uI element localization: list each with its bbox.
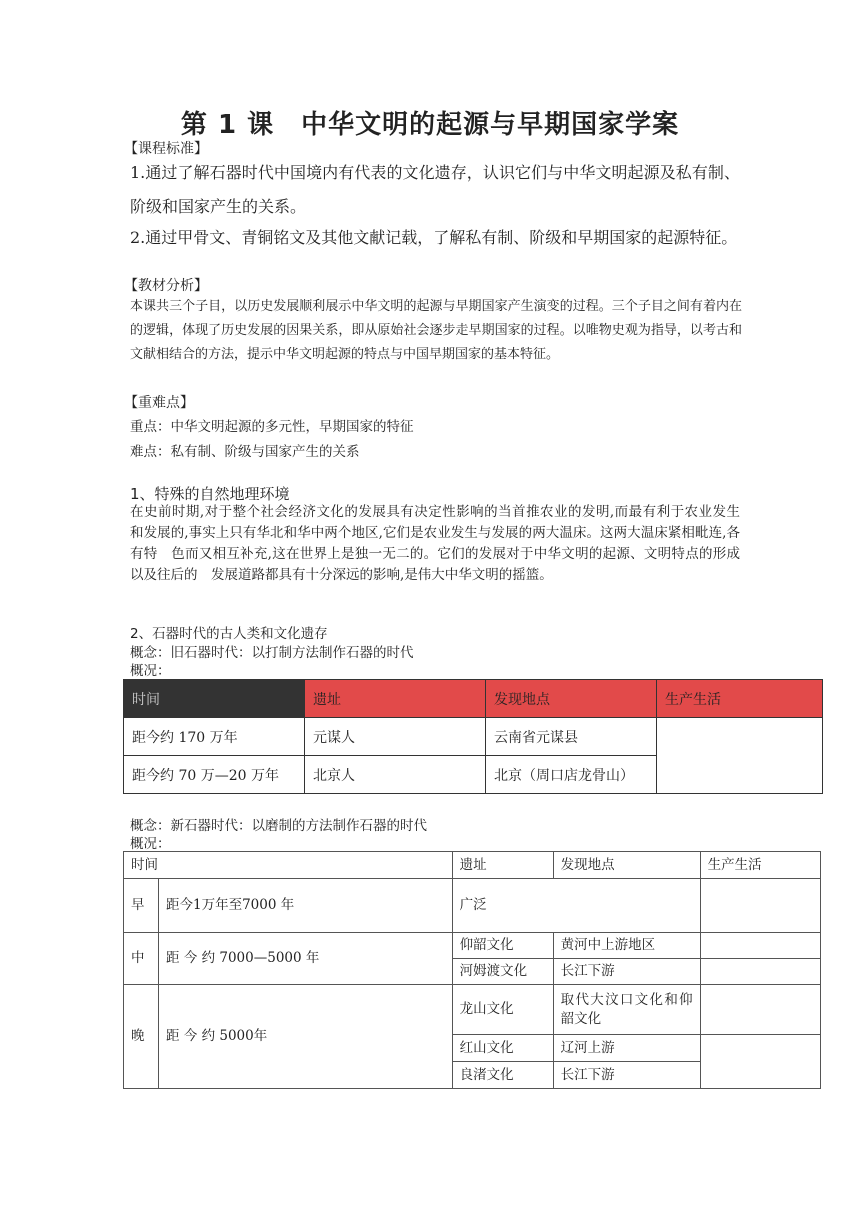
site-longshan: 龙山文化 bbox=[452, 985, 553, 1035]
table-row-early bbox=[124, 879, 821, 933]
section1-heading: 1、特殊的自然地理环境 bbox=[130, 485, 290, 503]
life-longshan bbox=[700, 985, 820, 1035]
table-header-row bbox=[124, 680, 823, 718]
section2-heading: 2、石器时代的古人类和文化遗存 bbox=[130, 626, 328, 642]
key-focus: 重点：中华文明起源的多元性，早期国家的特征 bbox=[130, 419, 414, 435]
overview-label-2: 概况： bbox=[130, 836, 171, 852]
place-longshan: 取代大汶口文化和仰韶文化 bbox=[553, 985, 700, 1035]
cell-site: 元谋人 bbox=[305, 718, 486, 756]
key-points-tag: 【重难点】 bbox=[124, 395, 194, 411]
header-location: 发现地点 bbox=[553, 852, 700, 879]
site-hemudu: 河姆渡文化 bbox=[452, 959, 553, 985]
cell-location: 北京（周口店龙骨山） bbox=[486, 756, 657, 794]
place-hongshan: 辽河上游 bbox=[553, 1035, 700, 1062]
table-row-late bbox=[124, 985, 821, 1035]
site-yangshao: 仰韶文化 bbox=[452, 933, 553, 959]
standards-item-2: 2.通过甲骨文、青铜铭文及其他文献记载，了解私有制、阶级和早期国家的起源特征。 bbox=[130, 228, 738, 247]
concept-paleolithic: 概念：旧石器时代：以打制方法制作石器的时代 bbox=[130, 645, 414, 661]
time-middle: 距 今 约 7000—5000 年 bbox=[159, 933, 453, 985]
life-late bbox=[700, 1035, 820, 1089]
period-late: 晚 bbox=[124, 985, 159, 1089]
site-early: 广泛 bbox=[452, 879, 700, 933]
standards-item-1: 1.通过了解石器时代中国境内有代表的文化遗存，认识它们与中华文明起源及私有制、阶级和国家产生的关系。 bbox=[130, 163, 740, 216]
header-site: 遗址 bbox=[305, 680, 486, 718]
paleolithic-table bbox=[123, 679, 823, 794]
section1-text: 在史前时期,对于整个社会经济文化的发展具有决定性影响的当首推农业的发明,而最有利于农业发生 和发展的,事实上只有华北和华中两个地区,它们是农业发生与发展的两大温床。这两大温床紧相毗连,各有特 色而又相互补充,这在世界上是独一无二的。它们的发展对于中华文明的起源、文明特点的形成以及往后的 发展道路都具有十分深远的影响,是伟大中华文明的摇篮。 bbox=[130, 504, 754, 583]
place-yangshao: 黄河中上游地区 bbox=[553, 933, 700, 959]
header-life: 生产生活 bbox=[657, 680, 823, 718]
place-liangzhu: 长江下游 bbox=[553, 1062, 700, 1089]
life-yangshao bbox=[700, 933, 820, 959]
time-early: 距今1万年至7000 年 bbox=[159, 879, 453, 933]
page-title: 第 1 课 中华文明的起源与早期国家学案 bbox=[180, 110, 680, 140]
time-late: 距 今 约 5000年 bbox=[159, 985, 453, 1089]
site-liangzhu: 良渚文化 bbox=[452, 1062, 553, 1089]
period-middle: 中 bbox=[124, 933, 159, 985]
neolithic-table bbox=[123, 851, 821, 1089]
header-life: 生产生活 bbox=[700, 852, 820, 879]
site-hongshan: 红山文化 bbox=[452, 1035, 553, 1062]
period-early: 早 bbox=[124, 879, 159, 933]
table-row bbox=[124, 718, 823, 756]
analysis-tag: 【教材分析】 bbox=[124, 278, 208, 294]
cell-time: 距今约 70 万—20 万年 bbox=[124, 756, 305, 794]
cell-life bbox=[657, 718, 823, 794]
key-difficulty: 难点：私有制、阶级与国家产生的关系 bbox=[130, 444, 360, 460]
header-location: 发现地点 bbox=[486, 680, 657, 718]
header-time: 时间 bbox=[124, 680, 305, 718]
life-early bbox=[700, 879, 820, 933]
cell-location: 云南省元谋县 bbox=[486, 718, 657, 756]
life-hemudu bbox=[700, 959, 820, 985]
table-header-row bbox=[124, 852, 821, 879]
table-row-middle bbox=[124, 933, 821, 959]
analysis-text: 本课共三个子目，以历史发展顺利展示中华文明的起源与早期国家产生演变的过程。三个子目之间有着内在的逻辑，体现了历史发展的因果关系，即从原始社会逐步走早期国家的过程。以唯物史观为指导，以考古和文献相结合的方法，提示中华文明起源的特点与中国早期国家的基本特征。 bbox=[130, 299, 742, 362]
standards-tag: 【课程标准】 bbox=[124, 141, 208, 157]
header-site: 遗址 bbox=[452, 852, 553, 879]
cell-time: 距今约 170 万年 bbox=[124, 718, 305, 756]
overview-label: 概况： bbox=[130, 663, 171, 679]
cell-site: 北京人 bbox=[305, 756, 486, 794]
concept-neolithic: 概念：新石器时代：以磨制的方法制作石器的时代 bbox=[130, 818, 427, 834]
header-time: 时间 bbox=[124, 852, 453, 879]
place-hemudu: 长江下游 bbox=[553, 959, 700, 985]
